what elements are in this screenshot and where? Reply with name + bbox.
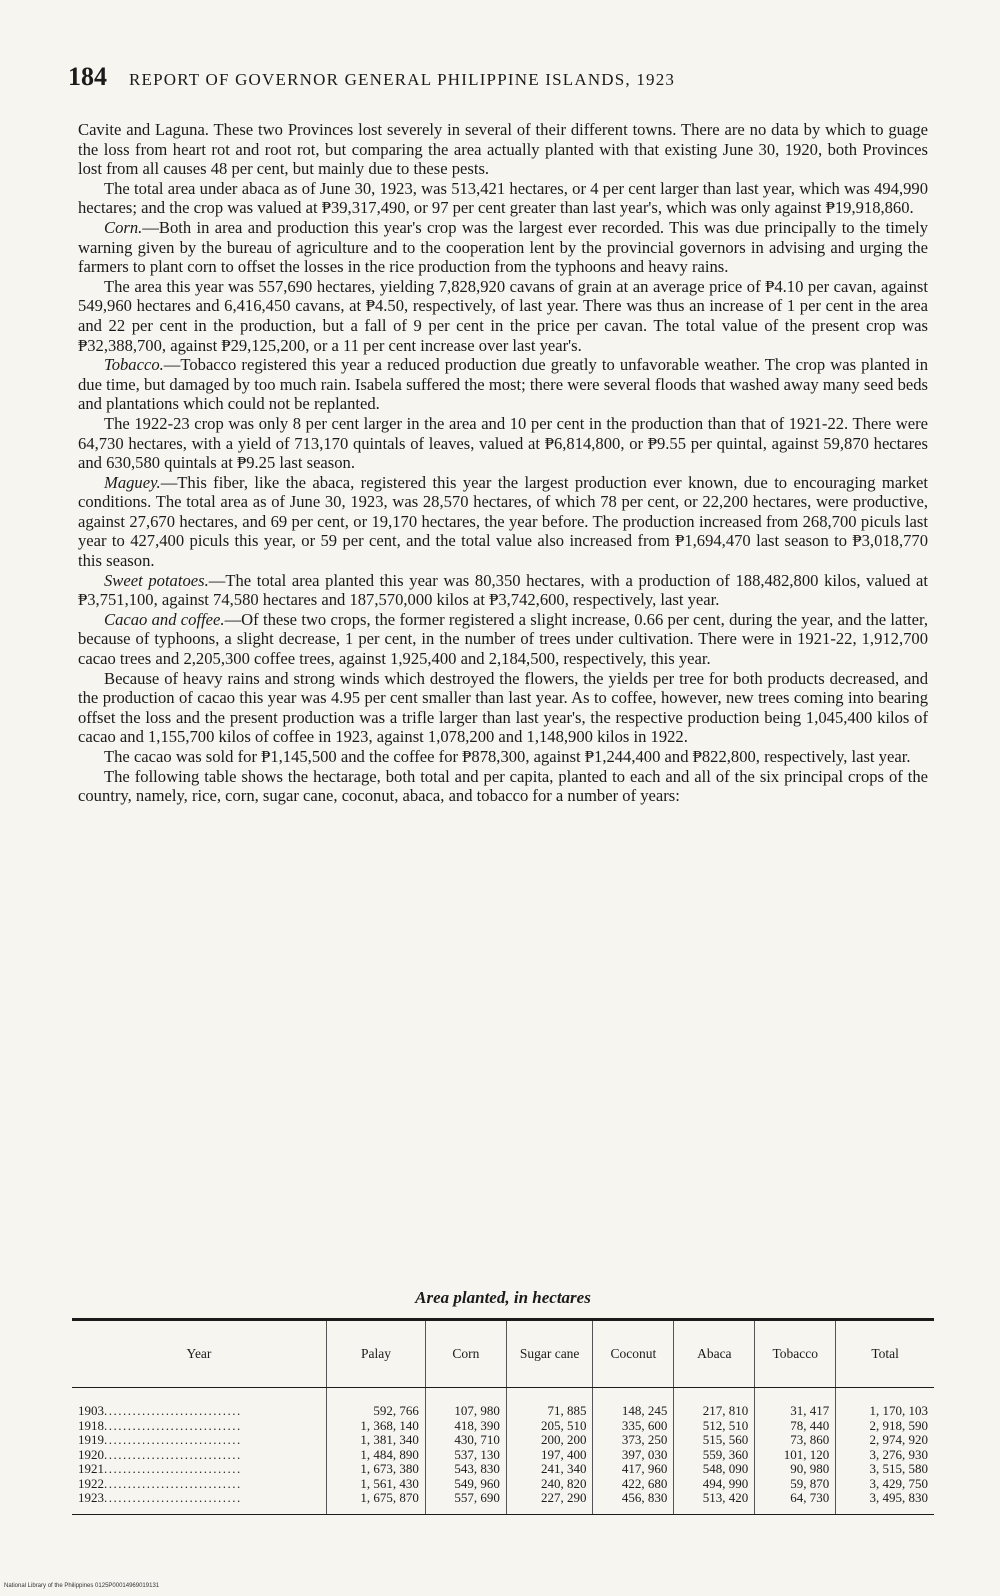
table-cell: 515, 560 xyxy=(674,1433,755,1448)
table-cell: 59, 870 xyxy=(755,1477,836,1492)
table-row xyxy=(72,1491,934,1514)
paragraph: Maguey.—This fiber, like the abaca, registered this year the largest production ever known, due to encouraging market conditions. The total area as of June 30, 1923, was 28,570 hectares, of which 78 per cent, or 22,200 hectares, were productive, against 27,670 hectares, and 69 per cent, or 19,170 hectares, the year before. The production increased from 268,700 piculs last year to 427,400 piculs this year, or 59 per cent, and the total value also increased from ₱1,694,470 last season to ₱3,018,770 this season. xyxy=(78,472,928,571)
table-cell: 417, 960 xyxy=(593,1462,674,1477)
paragraph-lead: Tobacco. xyxy=(104,355,164,375)
column-header-palay: Palay xyxy=(327,1320,426,1388)
table-cell: 1, 675, 870 xyxy=(327,1491,426,1514)
dot-leader: ............................. xyxy=(104,1432,242,1447)
table-row xyxy=(72,1477,934,1492)
table-cell: 200, 200 xyxy=(506,1433,593,1448)
year-cell: 1921............................. xyxy=(78,1461,242,1476)
dot-leader: ............................. xyxy=(104,1461,242,1476)
year-cell: 1919............................. xyxy=(78,1432,242,1447)
table-cell: 2, 974, 920 xyxy=(836,1433,934,1448)
table-cell: 227, 290 xyxy=(506,1491,593,1514)
dot-leader: ............................. xyxy=(104,1403,242,1418)
table-cell: 494, 990 xyxy=(674,1477,755,1492)
table-cell: 548, 090 xyxy=(674,1462,755,1477)
table-cell: 513, 420 xyxy=(674,1491,755,1514)
paragraph: Sweet potatoes.—The total area planted this year was 80,350 hectares, with a production of 188,482,800 kilos, valued at ₱3,751,100, against 74,580 hectares and 187,570,000 kilos at ₱3,742,600, respectively, last year. xyxy=(78,570,928,610)
table-cell: 373, 250 xyxy=(593,1433,674,1448)
area-table xyxy=(72,1318,934,1515)
page-header xyxy=(68,62,928,92)
paragraph: The total area under abaca as of June 30, 1923, was 513,421 hectares, or 4 per cent larger than last year, which was 494,990 hectares; and the crop was valued at ₱39,317,490, or 97 per cent greater than last year's, which was only against ₱19,918,860. xyxy=(78,178,928,218)
paragraph: Tobacco.—Tobacco registered this year a reduced production due greatly to unfavorable weather. The crop was planted in due time, but damaged by too much rain. Isabela suffered the most; there were several floods that washed away many seed beds and plantations which could not be replanted. xyxy=(78,355,928,414)
table-title: Area planted, in hectares xyxy=(415,1288,591,1307)
table-cell: 241, 340 xyxy=(506,1462,593,1477)
paragraph-lead: Corn. xyxy=(104,217,143,237)
page-number: 184 xyxy=(68,62,107,91)
dot-leader: ............................. xyxy=(104,1475,242,1491)
column-header-corn: Corn xyxy=(425,1320,506,1388)
paragraph-lead: Cacao and coffee. xyxy=(104,609,225,629)
table-cell: 3, 276, 930 xyxy=(836,1448,934,1463)
year-cell: 1903............................. xyxy=(78,1403,242,1418)
table-cell: 1, 673, 380 xyxy=(327,1462,426,1477)
table-cell: 240, 820 xyxy=(506,1477,593,1492)
paragraph: The 1922-23 crop was only 8 per cent larger in the area and 10 per cent in the production than that of 1921-22. There were 64,730 hectares, with a yield of 713,170 quintals of leaves, valued at ₱6,814,800, or ₱9.55 per quintal, against 59,870 hectares and 630,580 quintals at ₱9.25 last season. xyxy=(78,413,928,473)
table-cell: 559, 360 xyxy=(674,1448,755,1463)
column-header-coconut: Coconut xyxy=(593,1320,674,1388)
body-text xyxy=(78,120,928,806)
running-head: REPORT OF GOVERNOR GENERAL PHILIPPINE ISLANDS, 1923 xyxy=(129,70,676,89)
table-cell: 537, 130 xyxy=(425,1448,506,1463)
dot-leader: ............................. xyxy=(104,1417,242,1433)
column-header-year: Year xyxy=(72,1320,327,1388)
column-header-total: Total xyxy=(836,1320,934,1388)
table-cell: 512, 510 xyxy=(674,1419,755,1434)
column-header-tobacco: Tobacco xyxy=(755,1320,836,1388)
table-cell: 205, 510 xyxy=(506,1419,593,1434)
table-cell: 31, 417 xyxy=(755,1388,836,1419)
paragraph: The following table shows the hectarage, both total and per capita, planted to each and all of the six principal crops of the country, namely, rice, corn, sugar cane, coconut, abaca, and tobacco for a number of years: xyxy=(78,766,928,806)
table-row xyxy=(72,1419,934,1434)
table-cell: 397, 030 xyxy=(593,1448,674,1463)
year-cell: 1923............................. xyxy=(72,1491,327,1514)
table-row xyxy=(72,1448,934,1463)
table-cell: 2, 918, 590 xyxy=(836,1419,934,1434)
dot-leader: ............................. xyxy=(104,1446,242,1462)
table-cell: 64, 730 xyxy=(755,1491,836,1514)
table-header-row xyxy=(72,1320,934,1388)
table-row xyxy=(72,1433,934,1448)
table-cell: 592, 766 xyxy=(327,1388,426,1419)
table-row xyxy=(72,1388,934,1419)
table-cell: 1, 368, 140 xyxy=(327,1419,426,1434)
table-cell: 1, 381, 340 xyxy=(327,1433,426,1448)
dot-leader: ............................. xyxy=(104,1490,242,1505)
table-cell: 3, 429, 750 xyxy=(836,1477,934,1492)
table-cell: 418, 390 xyxy=(425,1419,506,1434)
table-cell: 101, 120 xyxy=(755,1448,836,1463)
table-cell: 197, 400 xyxy=(506,1448,593,1463)
table-cell: 3, 515, 580 xyxy=(836,1462,934,1477)
paragraph: Because of heavy rains and strong winds which destroyed the flowers, the yields per tree for both products decreased, and the production of cacao this year was 4.95 per cent smaller than last year. As to coffee, however, new trees coming into bearing offset the loss and the present production was a trifle larger than last year's, the respective production being 1,045,400 kilos of cacao and 1,155,700 kilos of coffee in 1923, against 1,078,200 and 1,148,900 kilos in 1922. xyxy=(78,668,928,747)
table-cell: 107, 980 xyxy=(425,1388,506,1419)
paragraph-lead: Maguey. xyxy=(104,472,161,492)
column-header-abaca: Abaca xyxy=(674,1320,755,1388)
paragraph-lead: Sweet potatoes. xyxy=(104,570,209,590)
table-cell: 557, 690 xyxy=(425,1491,506,1514)
paragraph: Corn.—Both in area and production this year's crop was the largest ever recorded. This was due principally to the timely warning given by the bureau of agriculture and to the cooperation lent by the provincial governors in advising and urging the farmers to plant corn to offset the losses in the rice production from the typhoons and heavy rains. xyxy=(78,217,928,277)
year-cell: 1920............................. xyxy=(78,1446,242,1462)
table-cell: 71, 885 xyxy=(506,1388,593,1419)
year-cell: 1918............................. xyxy=(78,1417,242,1433)
table-cell: 549, 960 xyxy=(425,1477,506,1492)
table-cell: 217, 810 xyxy=(674,1388,755,1419)
column-header-sugar-cane: Sugar cane xyxy=(506,1320,593,1388)
table-cell: 1, 561, 430 xyxy=(327,1477,426,1492)
table-row xyxy=(72,1462,934,1477)
table-cell: 422, 680 xyxy=(593,1477,674,1492)
table-cell: 78, 440 xyxy=(755,1419,836,1434)
table-cell: 148, 245 xyxy=(593,1388,674,1419)
year-cell: 1922............................. xyxy=(78,1475,242,1491)
table-cell: 1, 170, 103 xyxy=(836,1388,934,1419)
table-cell: 335, 600 xyxy=(593,1419,674,1434)
table-cell: 3, 495, 830 xyxy=(836,1491,934,1514)
paragraph: Cacao and coffee.—Of these two crops, the former registered a slight increase, 0.66 per cent, during the year, and the latter, because of typhoons, a slight decrease, 1 per cent, in the number of trees under cultivation. There were in 1921-22, 1,912,700 cacao trees and 2,205,300 coffee trees, against 1,925,400 and 2,184,500, respectively, this year. xyxy=(78,609,928,669)
paragraph: Cavite and Laguna. These two Provinces lost severely in several of their different towns. There are no data by which to guage the loss from heart rot and root rot, but comparing the area actually planted with that existing June 30, 1920, both Provinces lost from all causes 48 per cent, but mainly due to these pests. xyxy=(78,120,928,179)
table-cell: 456, 830 xyxy=(593,1491,674,1514)
table-cell: 543, 830 xyxy=(425,1462,506,1477)
paragraph: The area this year was 557,690 hectares, yielding 7,828,920 cavans of grain at an average price of ₱4.10 per cavan, against 549,960 hectares and 6,416,450 cavans, at ₱4.50, respectively, of last year. There was thus an increase of 1 per cent in the area and 22 per cent in the production, but a fall of 9 per cent in the price per cavan. The total value of the present crop was ₱32,388,700, against ₱29,125,200, or a 11 per cent increase over last year's. xyxy=(78,276,928,355)
scan-footer: National Library of the Philippines 0125P00014969019131 xyxy=(4,1583,160,1589)
paragraph: The cacao was sold for ₱1,145,500 and the coffee for ₱878,300, against ₱1,244,400 and ₱822,800, respectively, last year. xyxy=(104,747,911,766)
table-cell: 1, 484, 890 xyxy=(327,1448,426,1463)
table-cell: 90, 980 xyxy=(755,1462,836,1477)
table-cell: 430, 710 xyxy=(425,1433,506,1448)
table-cell: 73, 860 xyxy=(755,1433,836,1448)
